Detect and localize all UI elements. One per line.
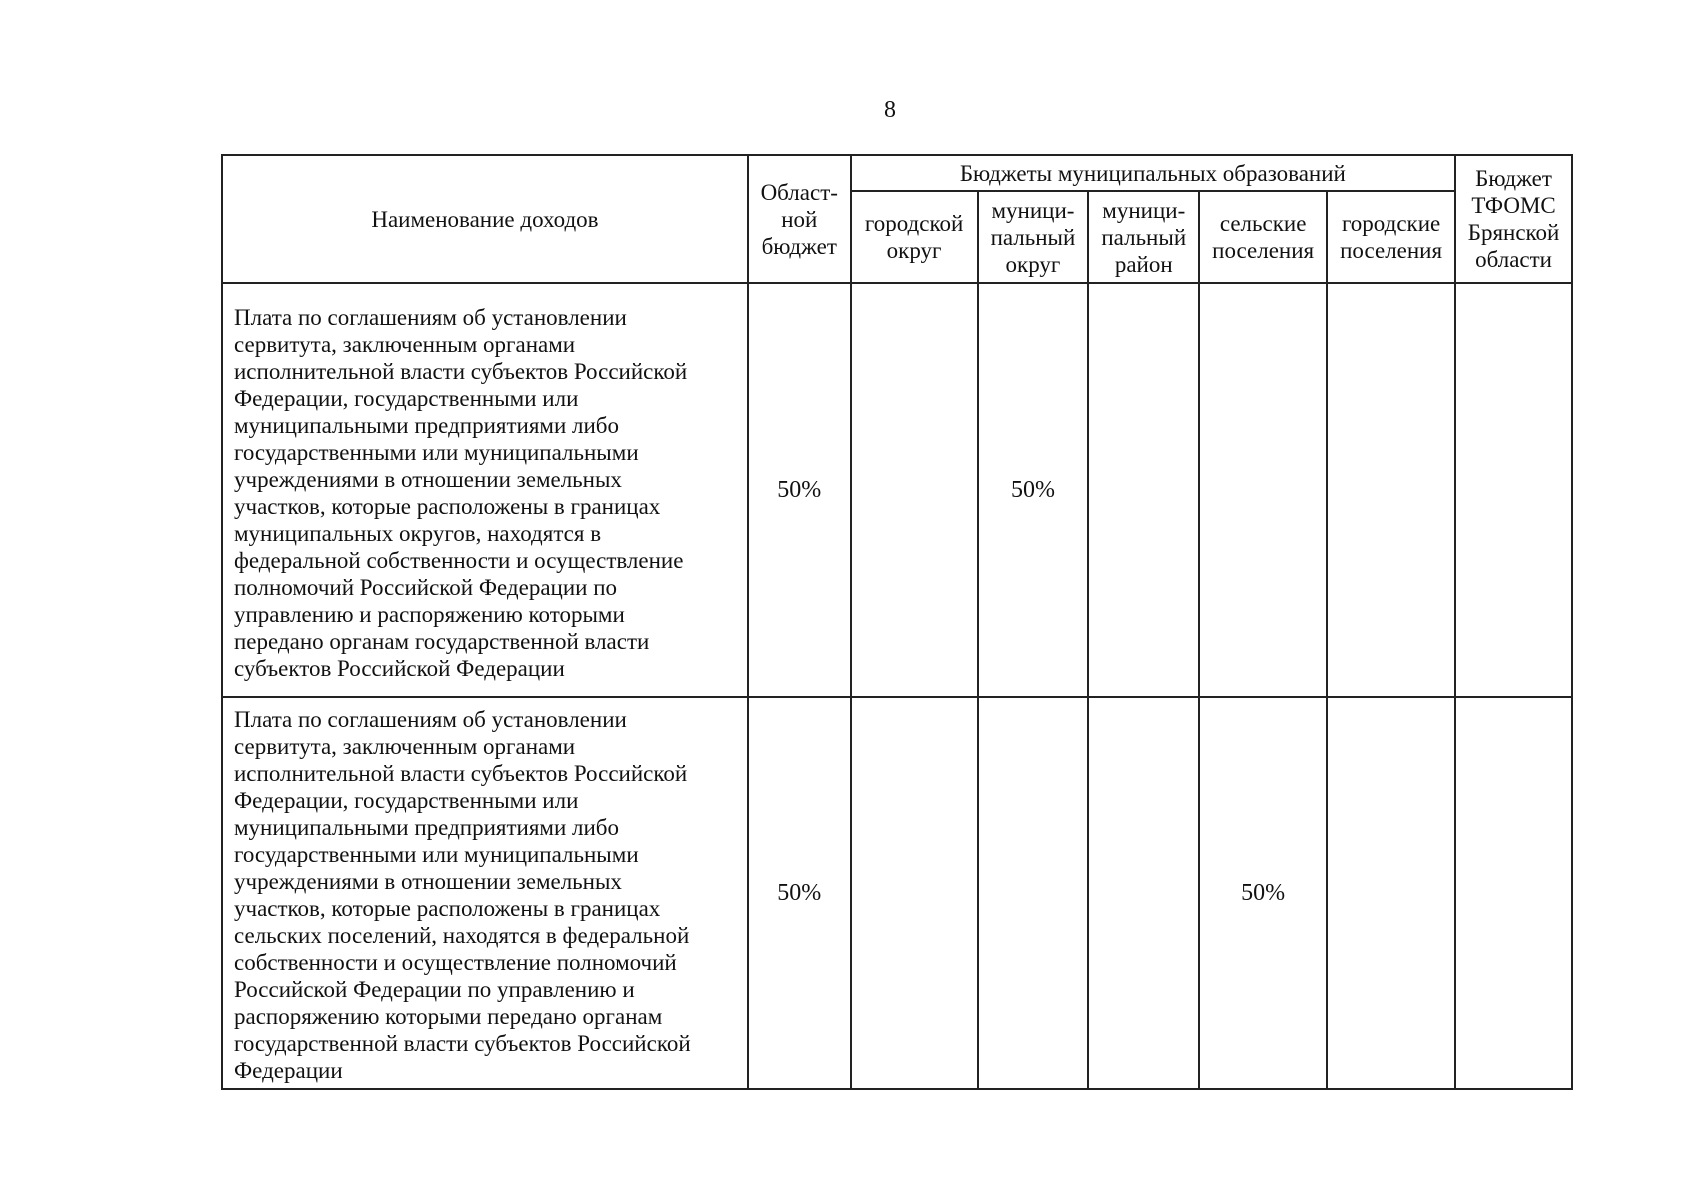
urban-settlements-cell [1327,283,1455,697]
regional-budget-cell: 50% [748,697,851,1089]
municipal-okrug-cell: 50% [978,283,1089,697]
tfoms-budget-cell [1455,697,1572,1089]
table-header-row [222,155,1572,191]
table-row [222,283,1572,697]
header-municipal-okrug: муници- пальный округ [978,191,1089,283]
table-row [222,697,1572,1089]
regional-budget-cell: 50% [748,283,851,697]
rural-settlements-cell: 50% [1199,697,1327,1089]
header-municipal-rayon: муници- пальный район [1088,191,1199,283]
income-name-cell: Плата по соглашениям об установлении сервитута, заключенным органами исполнительной власти субъектов Российской Федерации, государственными или муниципальными предприятиями либо государственными или муниципальными учреждениями в отношении земельных участков, которые расположены в границах муниципальных округов, находятся в федеральной собственности и осуществление полномочий Российской Федерации по управлению и распоряжению которыми передано органам государственной власти субъектов Российской Федерации [222,283,748,697]
header-municipal-budgets: Бюджеты муниципальных образований [851,155,1455,191]
header-rural-settlements: сельские поселения [1199,191,1327,283]
city-district-cell [851,283,978,697]
income-name-cell: Плата по соглашениям об установлении сервитута, заключенным органами исполнительной власти субъектов Российской Федерации, государственными или муниципальными предприятиями либо государственными или муниципальными учреждениями в отношении земельных участков, которые расположены в границах сельских поселений, находятся в федеральной собственности и осуществление полномочий Российской Федерации по управлению и распоряжению которыми передано органам государственной власти субъектов Российской Федерации [222,697,748,1089]
city-district-cell [851,697,978,1089]
header-urban-settlements: городские поселения [1327,191,1455,283]
municipal-rayon-cell [1088,283,1199,697]
header-tfoms-budget: Бюджет ТФОМС Брянской области [1455,155,1572,283]
tfoms-budget-cell [1455,283,1572,697]
header-city-district: городской округ [851,191,978,283]
municipal-okrug-cell [978,697,1089,1089]
revenue-distribution-table [221,154,1573,1090]
municipal-rayon-cell [1088,697,1199,1089]
rural-settlements-cell [1199,283,1327,697]
urban-settlements-cell [1327,697,1455,1089]
header-income-name: Наименование доходов [222,155,748,283]
page-number: 8 [884,97,896,123]
header-regional-budget: Област- ной бюджет [748,155,851,283]
